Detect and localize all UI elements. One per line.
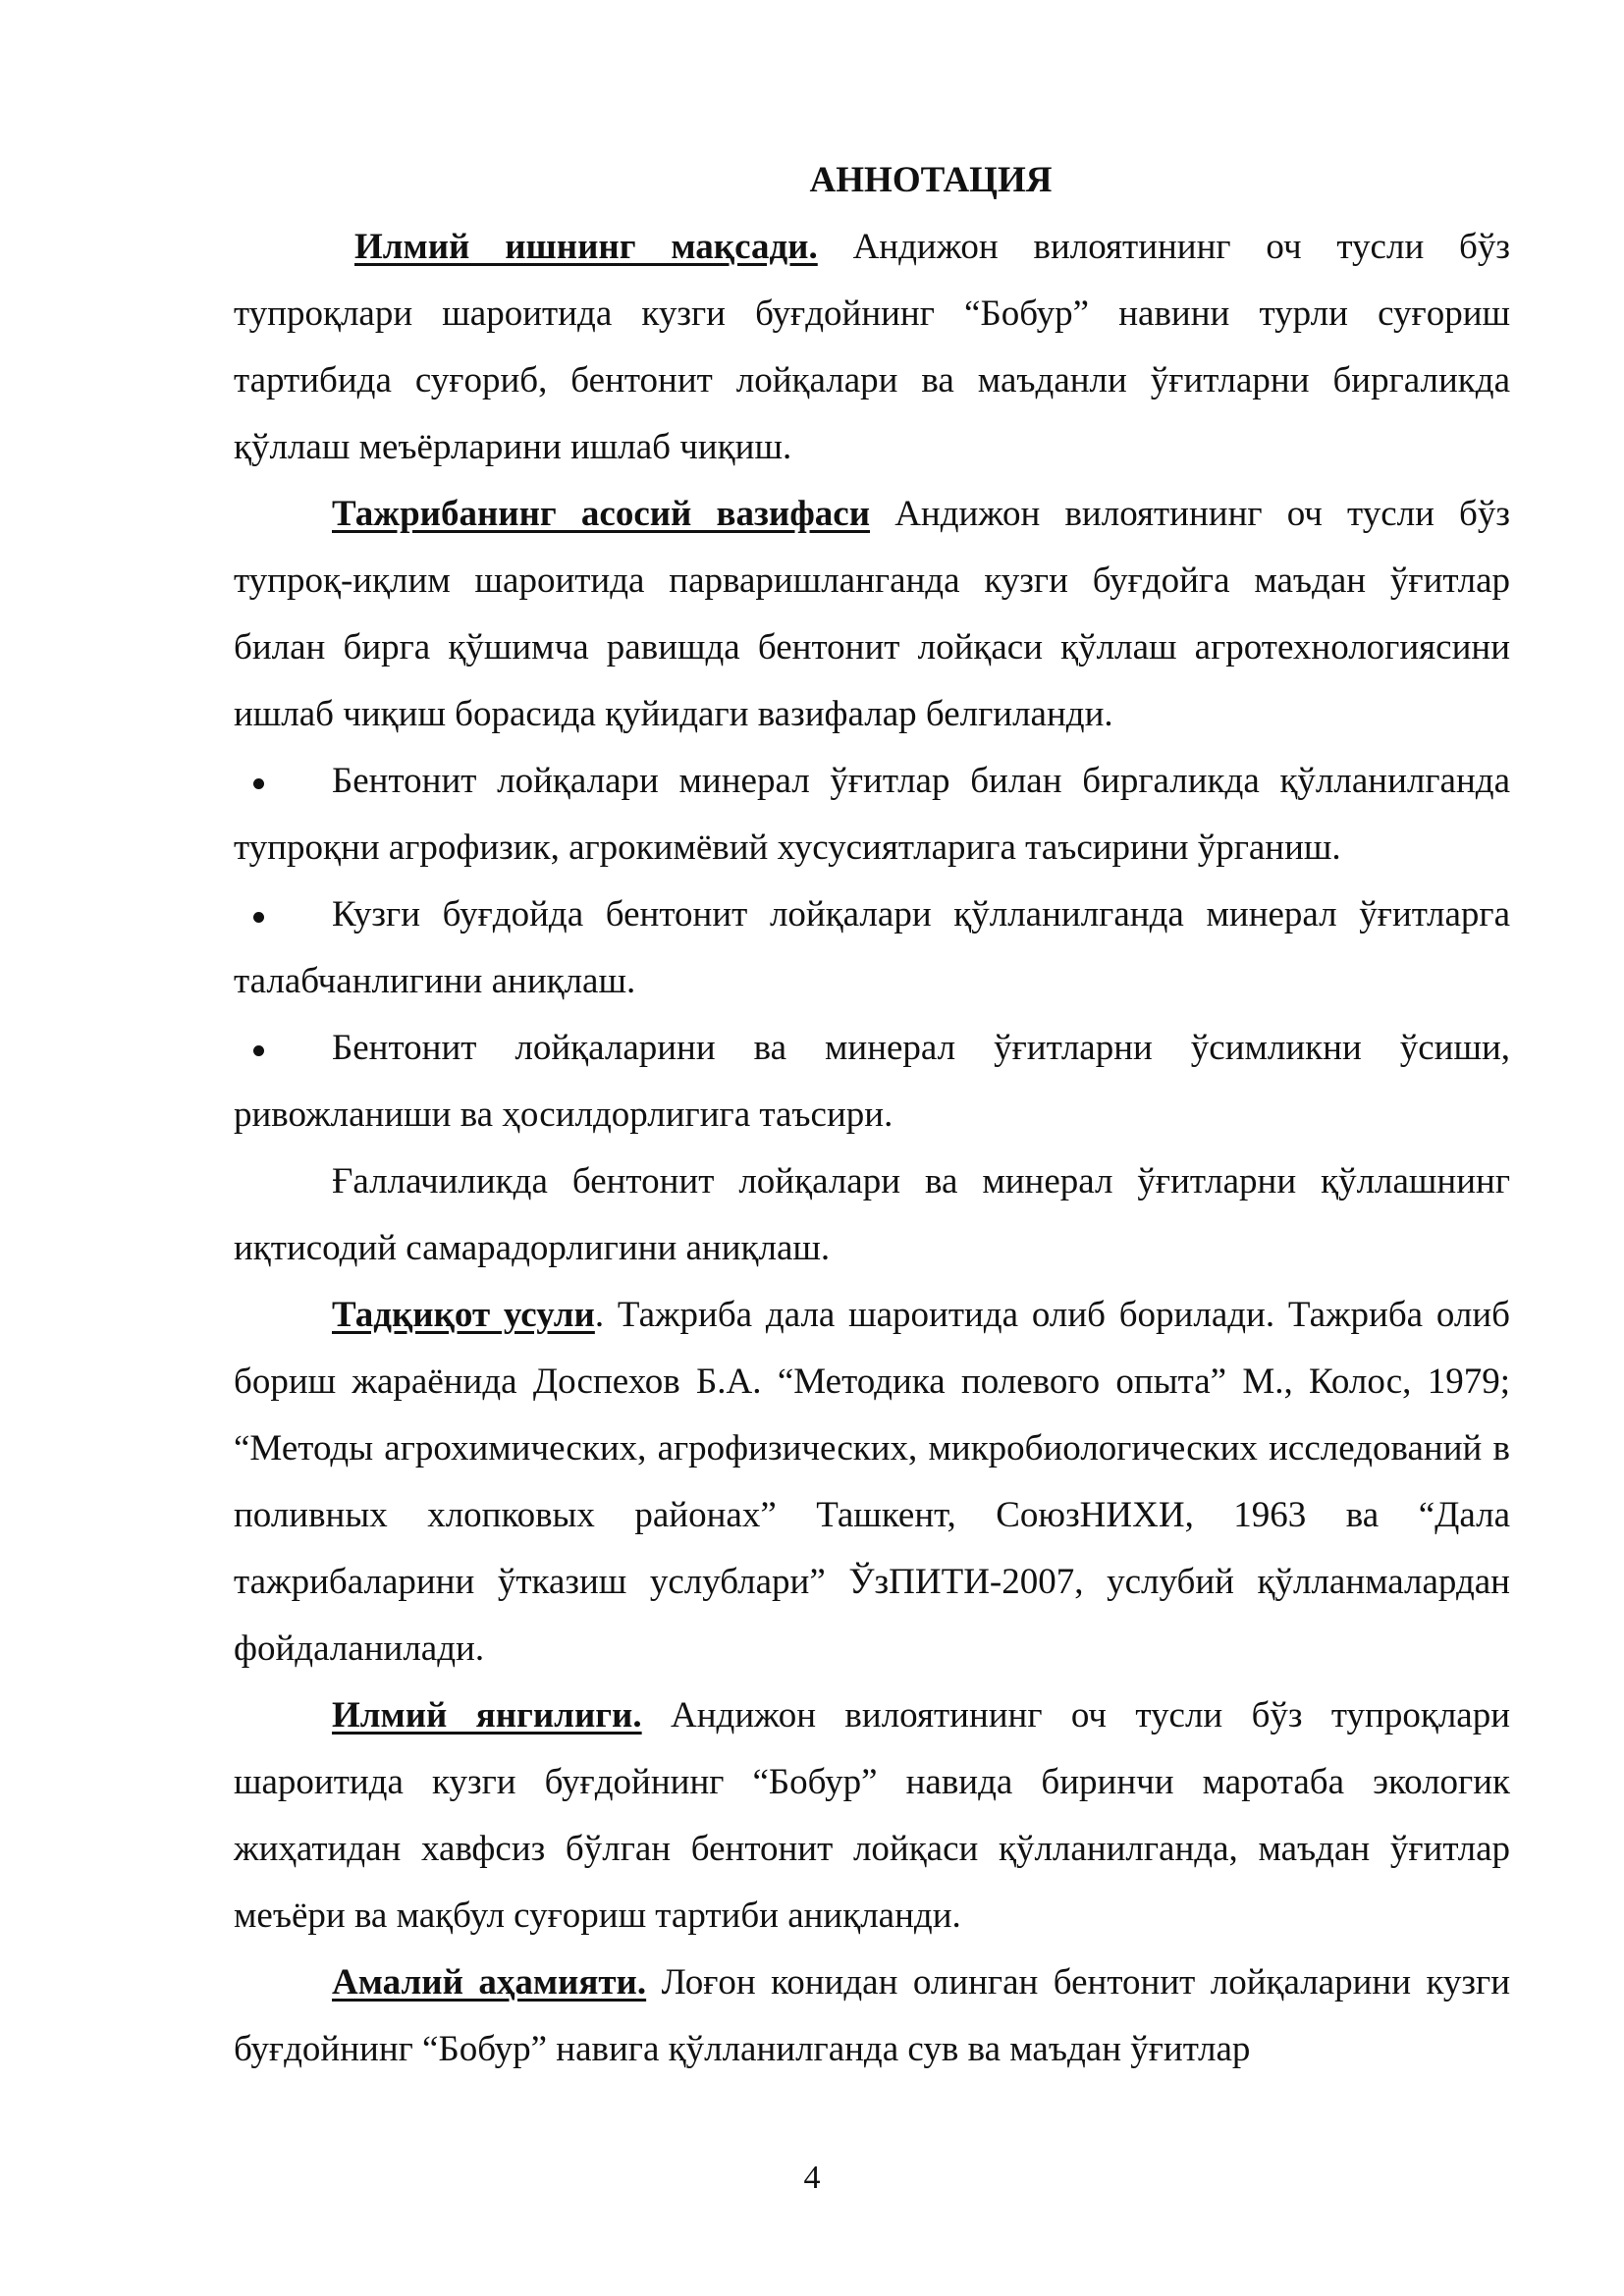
document-body bbox=[234, 147, 1510, 2083]
tasks-paragraph bbox=[234, 481, 1510, 748]
tasks-text: Андижон вилоятининг оч тусли бўз тупроқ-иқлим шароитида парваришланганда кузги буғдойга маъдан ўғитлар билан бирга қўшимча равишда бентонит лойқаси қўллаш агротехнологиясини ишлаб чиқиш борасида қуйидаги вазифалар белгиланди. bbox=[234, 494, 1510, 734]
bullet-item bbox=[234, 1015, 1510, 1148]
aim-text: Андижон вилоятининг оч тусли бўз тупроқлари шароитида кузги буғдойнинг “Бобур” навини турли суғориш тартибида суғориб, бентонит лойқалари ва маъданли ўғитларни биргаликда қўллаш меъёрларини ишлаб чиқиш. bbox=[234, 227, 1510, 467]
novelty-paragraph bbox=[234, 1682, 1510, 1949]
aim-heading: Илмий ишнинг мақсади. bbox=[354, 227, 818, 267]
page-number: 4 bbox=[803, 2160, 821, 2196]
novelty-text: Андижон вилоятининг оч тусли бўз тупроқлари шароитида кузги буғдойнинг “Бобур” навида биринчи маротаба экологик жиҳатидан хавфсиз бўлган бентонит лойқаси қўлланилганда, маъдан ўғитлар меъёри ва мақбул суғориш тартиби аниқланди. bbox=[234, 1695, 1511, 1936]
economics-paragraph: Ғаллачиликда бентонит лойқалари ва минерал ўғитларни қўллашнинг иқтисодий самарадорлигини аниқлаш. bbox=[234, 1161, 1510, 1268]
practical-heading: Амалий аҳамияти. bbox=[332, 1962, 647, 2002]
bullet-icon bbox=[253, 778, 264, 789]
bullet-text: Кузги буғдойда бентонит лойқалари қўлланилганда минерал ўғитларга талабчанлигини аниқлаш. bbox=[234, 894, 1510, 1001]
document-title: АННОТАЦИЯ bbox=[809, 160, 1053, 200]
method-heading: Тадқиқот усули bbox=[332, 1295, 595, 1335]
method-paragraph bbox=[234, 1282, 1510, 1682]
bullet-icon bbox=[253, 1045, 264, 1056]
bullet-item bbox=[234, 881, 1510, 1015]
method-text: . Тажриба дала шароитида олиб борилади. Тажриба олиб бориш жараёнида Доспехов Б.А. “Методика полевого опыта” М., Колос, 1979; “Методы агрохимических, агрофизических, микробиологических исследований в поливных хлопковых районах” Ташкент, СоюзНИХИ, 1963 ва “Дала тажрибаларини ўтказиш услублари” ЎзПИТИ-2007, услубий қўлланмалардан фойдаланилади. bbox=[234, 1295, 1510, 1669]
bullet-item bbox=[234, 748, 1510, 881]
novelty-heading: Илмий янгилиги. bbox=[332, 1695, 642, 1735]
practical-paragraph bbox=[234, 1949, 1510, 2083]
bullet-text: Бентонит лойқалари минерал ўғитлар билан биргаликда қўлланилганда тупроқни агрофизик, агрокимёвий хусусиятларига таъсирини ўрганиш. bbox=[234, 761, 1510, 868]
practical-text: Лоғон конидан олинган бентонит лойқаларини кузги буғдойнинг “Бобур” навига қўлланилганда сув ва маъдан ўғитлар bbox=[234, 1962, 1510, 2069]
bullet-text: Бентонит лойқаларини ва минерал ўғитларни ўсимликни ўсиши, ривожланиши ва ҳосилдорлигига таъсири. bbox=[234, 1028, 1510, 1135]
tasks-heading: Тажрибанинг асосий вазифаси bbox=[332, 494, 871, 534]
aim-paragraph bbox=[234, 214, 1510, 481]
bullet-icon bbox=[253, 912, 264, 923]
